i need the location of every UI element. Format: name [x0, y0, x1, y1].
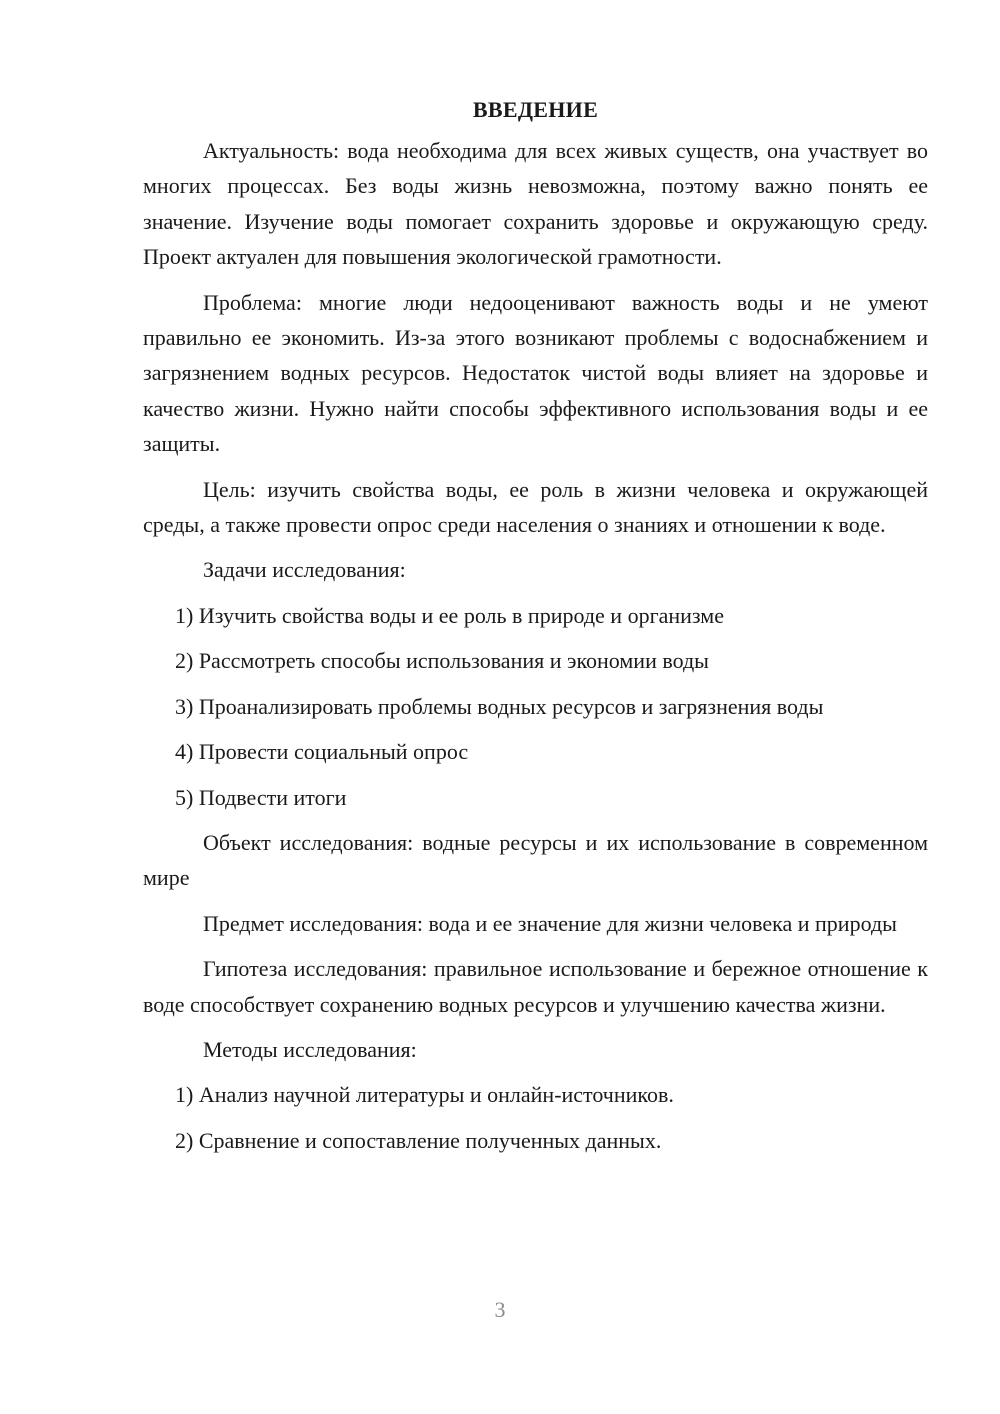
- task-item: 2) Рассмотреть способы использования и экономии воды: [175, 648, 709, 674]
- task-item: 5) Подвести итоги: [175, 784, 347, 810]
- tasks-heading: Задачи исследования:: [203, 557, 406, 583]
- methods-heading: Методы исследования:: [203, 1036, 417, 1062]
- method-item: 1) Анализ научной литературы и онлайн-источников.: [175, 1082, 674, 1108]
- goal-paragraph: Цель: изучить свойства воды, ее роль в жизни человека и окружающей среды, а также провести опрос среди населения о знаниях и отношении к воде.: [143, 476, 928, 538]
- document-page: [143, 95, 928, 1168]
- task-item: 1) Изучить свойства воды и ее роль в природе и организме: [175, 602, 724, 628]
- methods-list: [143, 1077, 928, 1158]
- object-paragraph: Объект исследования: водные ресурсы и их использование в современном мире: [143, 829, 928, 891]
- task-item: 4) Провести социальный опрос: [175, 739, 469, 765]
- method-item: 2) Сравнение и сопоставление полученных данных.: [175, 1127, 662, 1153]
- hypothesis-paragraph: Гипотеза исследования: правильное использование и бережное отношение к воде способствует сохранению водных ресурсов и улучшению качества жизни.: [143, 956, 928, 1017]
- task-item: 3) Проанализировать проблемы водных ресурсов и загрязнения воды: [175, 693, 824, 719]
- section-title: ВВЕДЕНИЕ: [472, 97, 599, 122]
- page-number: 3: [494, 1297, 506, 1322]
- tasks-list: [143, 598, 928, 815]
- relevance-paragraph: Актуальность: вода необходима для всех живых существ, она участвует во многих процессах. Без воды жизнь невозможна, поэтому важно понять ее значение. Изучение воды помогает сохранить здоровье и окружающую среду. Проект актуален для повышения экологической грамотности.: [143, 138, 928, 270]
- problem-paragraph: Проблема: многие люди недооценивают важность воды и не умеют правильно ее экономить. Из-за этого возникают проблемы с водоснабжением и загрязнением водных ресурсов. Недостаток чистой воды влияет на здоровье и качество жизни. Нужно найти способы эффективного использования воды и ее защиты.: [143, 289, 928, 457]
- subject-paragraph: Предмет исследования: вода и ее значение для жизни человека и природы: [203, 910, 897, 936]
